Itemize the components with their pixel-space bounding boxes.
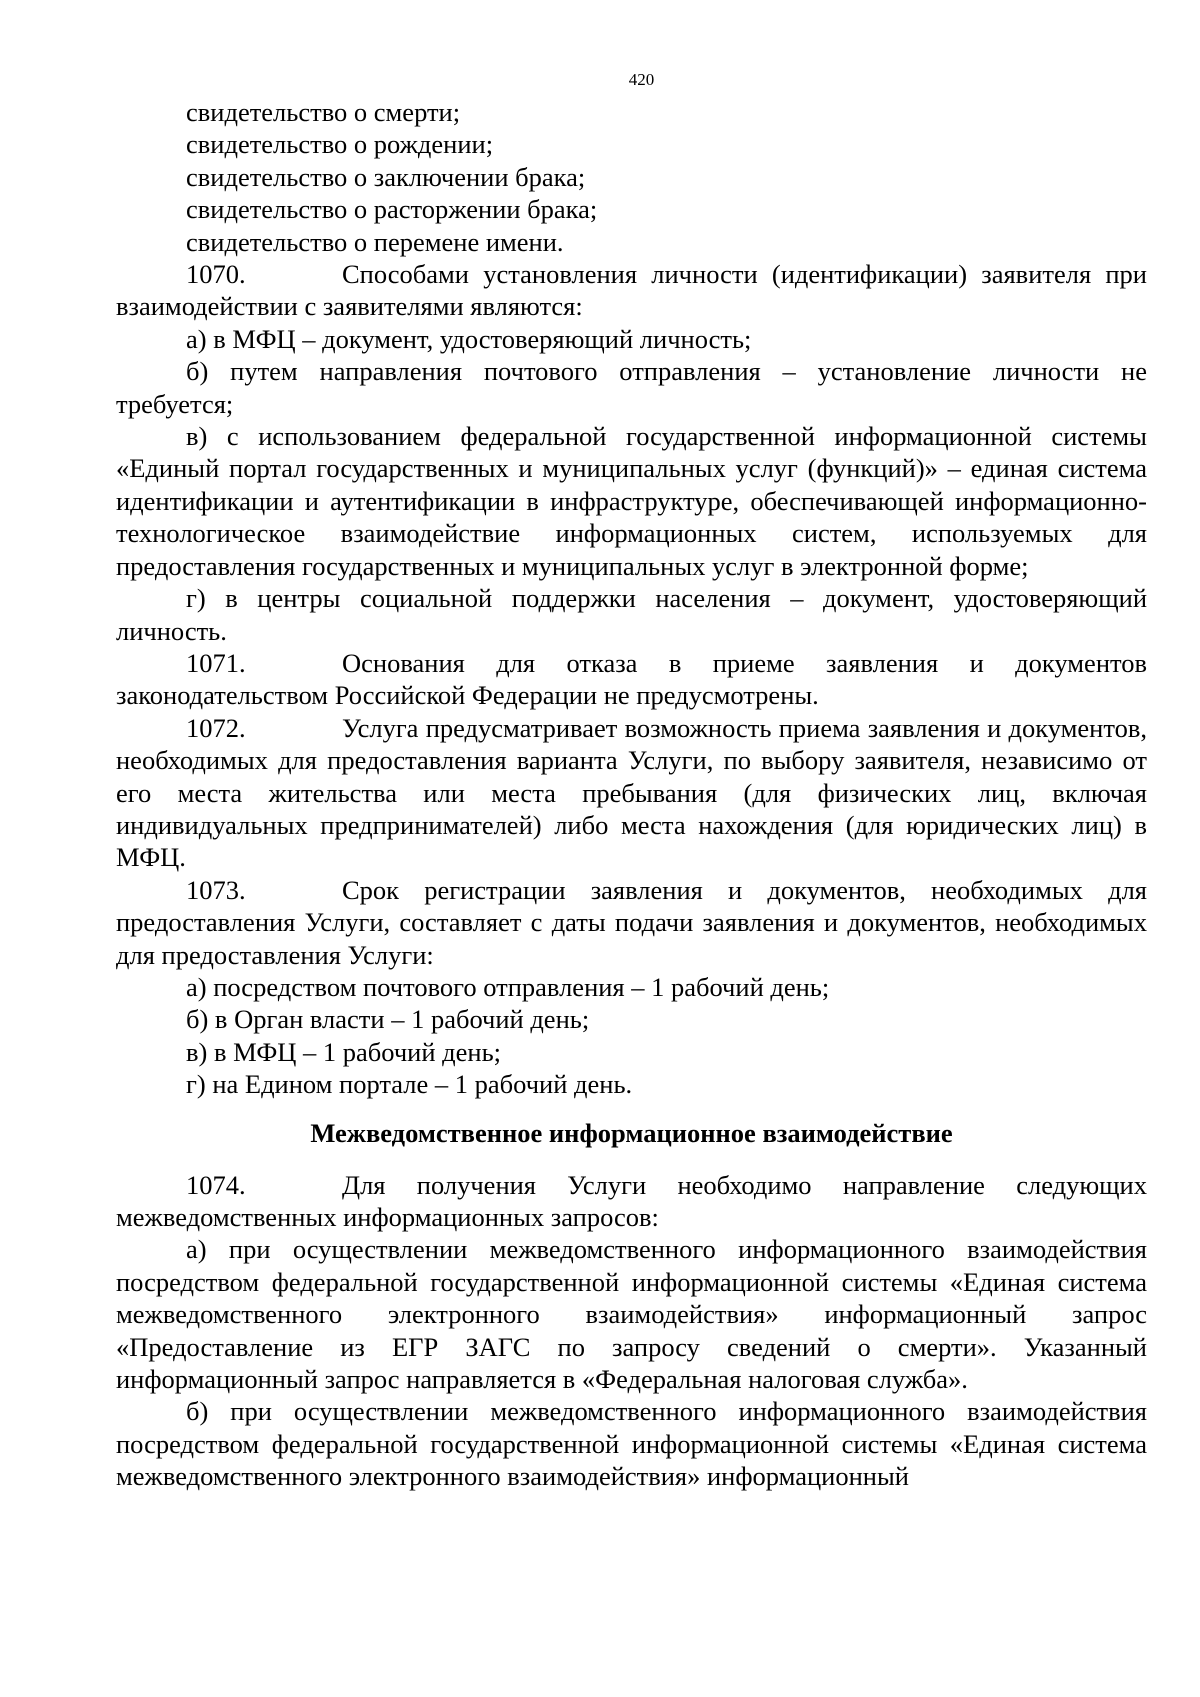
paragraph-number: 1071. xyxy=(186,647,246,678)
subitem-1074-a: а) при осуществлении межведомственного информационного взаимодействия посредством федеральной государственной информационной системы «Единая система межведомственного электронного взаимодействия» информационный запрос «Предоставление из ЕГР ЗАГС по запросу сведений о смерти». Указанный информационный запрос направляется в «Федеральная налоговая служба». xyxy=(116,1234,1147,1395)
section-heading: Межведомственное информационное взаимодействие xyxy=(310,1117,953,1148)
paragraph-text: Способами установления личности (идентификации) заявителя при взаимодействии с заявителями являются: xyxy=(116,259,1147,322)
document-body xyxy=(116,96,1147,1493)
subitem-1073-v: в) в МФЦ – 1 рабочий день; xyxy=(186,1036,502,1067)
subitem-1070-g: г) в центры социальной поддержки населения – документ, удостоверяющий личность. xyxy=(116,583,1147,646)
list-item: свидетельство о рождении; xyxy=(186,129,494,160)
subitem-1070-b: б) путем направления почтового отправления – установление личности не требуется; xyxy=(116,356,1147,419)
list-item: свидетельство о смерти; xyxy=(186,97,461,127)
paragraph-text: Услуга предусматривает возможность приема заявления и документов, необходимых для предоставления варианта Услуги, по выбору заявителя, независимо от его места жительства или места пребывания (для физических лиц, включая индивидуальных предпринимателей) либо места нахождения (для юридических лиц) в МФЦ. xyxy=(116,712,1147,873)
paragraph-number: 1072. xyxy=(186,712,246,743)
list-item: свидетельство о заключении брака; xyxy=(186,161,586,192)
subitem-1070-v: в) с использованием федеральной государственной информационной системы «Единый портал государственных и муниципальных услуг (функций)» – единая система идентификации и аутентификации в инфраструктуре, обеспечивающей информационно-технологическое взаимодействие информационных систем, используемых для предоставления государственных и муниципальных услуг в электронной форме; xyxy=(116,421,1147,581)
paragraph-text: Для получения Услуги необходимо направление следующих межведомственных информационных запросов: xyxy=(116,1169,1147,1232)
list-item: свидетельство о перемене имени. xyxy=(186,226,564,257)
paragraph-1071 xyxy=(116,647,1147,712)
paragraph-number: 1070. xyxy=(186,259,246,290)
paragraph-number: 1074. xyxy=(186,1169,246,1200)
paragraph-1074 xyxy=(116,1169,1147,1234)
paragraph-number: 1073. xyxy=(186,874,246,905)
paragraph-1072 xyxy=(116,712,1147,874)
list-item: свидетельство о расторжении брака; xyxy=(186,194,598,225)
paragraph-text: Срок регистрации заявления и документов, необходимых для предоставления Услуги, составляет с даты подачи заявления и документов, необходимых для предоставления Услуги: xyxy=(116,874,1147,970)
page-number: 420 xyxy=(628,70,655,89)
subitem-1073-b: б) в Орган власти – 1 рабочий день; xyxy=(186,1004,590,1035)
paragraph-text: Основания для отказа в приеме заявления и документов законодательством Российской Федерации не предусмотрены. xyxy=(116,647,1147,711)
subitem-1074-b: б) при осуществлении межведомственного информационного взаимодействия посредством федеральной государственной информационной системы «Единая система межведомственного электронного взаимодействия» информационный xyxy=(116,1396,1147,1492)
paragraph-1073 xyxy=(116,874,1147,971)
subitem-1070-a: а) в МФЦ – документ, удостоверяющий личность; xyxy=(186,323,752,354)
paragraph-1070 xyxy=(116,258,1147,323)
subitem-1073-a: а) посредством почтового отправления – 1 рабочий день; xyxy=(186,971,830,1002)
subitem-1073-g: г) на Едином портале – 1 рабочий день. xyxy=(186,1069,633,1100)
